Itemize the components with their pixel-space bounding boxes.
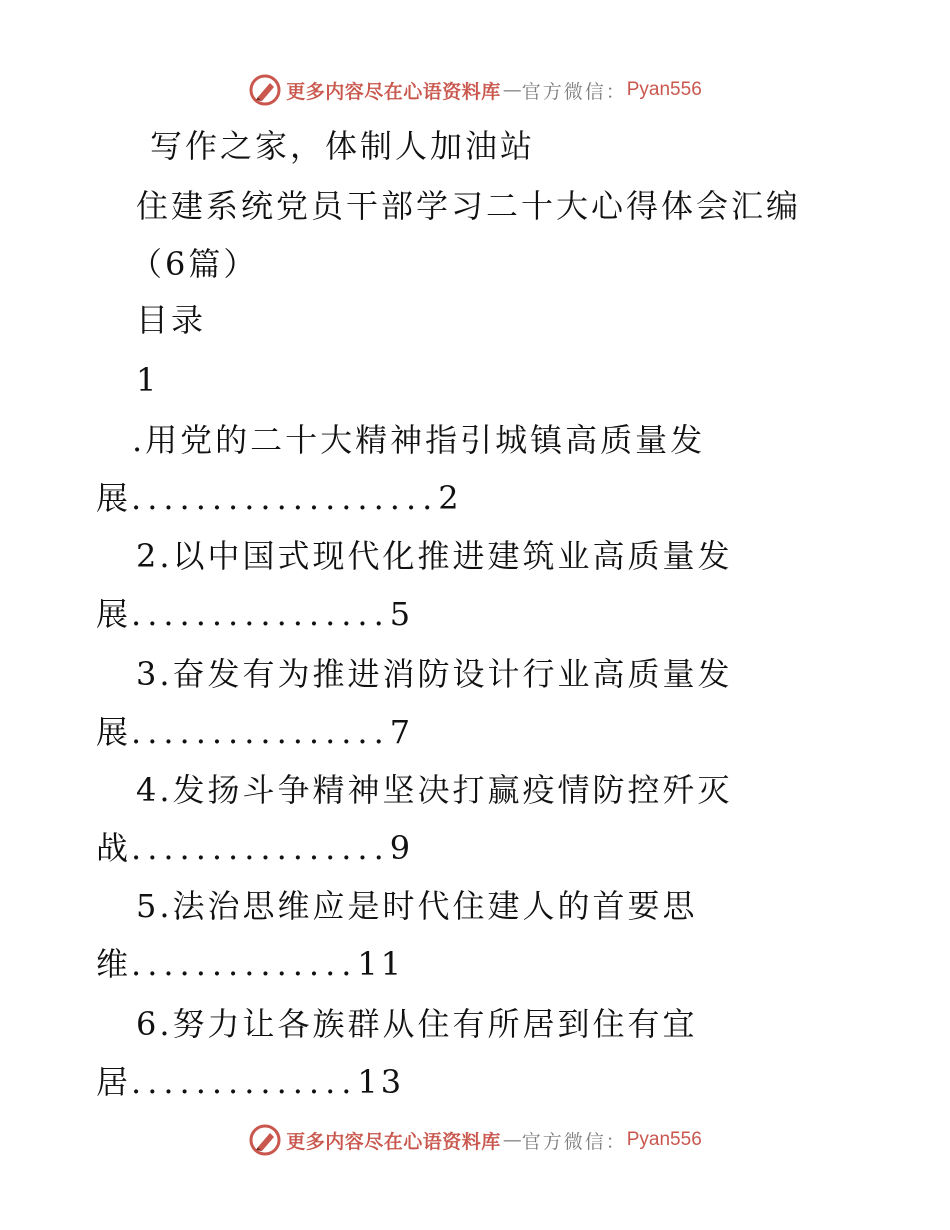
toc-item-3-dots: ................ bbox=[131, 713, 390, 751]
toc-item-1-title: .用党的二十大精神指引城镇高质量发 bbox=[132, 421, 706, 459]
toc-item-6-page: 13 bbox=[357, 1063, 405, 1101]
toc-heading: 目录 bbox=[136, 301, 207, 339]
toc-item-4-title: 4.发扬斗争精神坚决打赢疫情防控歼灭 bbox=[136, 771, 733, 809]
toc-item-4-leader bbox=[96, 828, 413, 868]
pen-logo-icon bbox=[248, 73, 282, 107]
toc-item-2-tail: 展 bbox=[96, 595, 132, 633]
toc-item-3-tail: 展 bbox=[96, 713, 132, 751]
toc-item-6-title: 6.努力让各族群从住有所居到住有宜 bbox=[136, 1005, 698, 1043]
toc-item-3-leader bbox=[96, 712, 413, 752]
toc-item-4-page: 9 bbox=[389, 829, 414, 867]
toc-item-2-leader bbox=[96, 594, 413, 634]
toc-item-1-leader bbox=[96, 478, 462, 518]
watermark-wechat-id: Pyan556 bbox=[626, 79, 702, 100]
toc-item-2-title: 2.以中国式现代化推进建筑业高质量发 bbox=[136, 537, 733, 575]
pen-logo-icon bbox=[248, 1123, 282, 1157]
toc-item-1-tail: 展 bbox=[96, 479, 132, 517]
toc-item-1-dots: ................... bbox=[131, 479, 439, 517]
toc-item-6-tail: 居 bbox=[96, 1063, 132, 1101]
toc-item-2-dots: ................ bbox=[131, 595, 390, 633]
toc-item-2-page: 5 bbox=[389, 595, 414, 633]
toc-item-4-dots: ................ bbox=[131, 829, 390, 867]
watermark-separator: — bbox=[502, 1129, 520, 1151]
toc-item-5-dots: .............. bbox=[131, 945, 358, 983]
document-title: 住建系统党员干部学习二十大心得体会汇编 bbox=[136, 187, 802, 225]
toc-item-3-page: 7 bbox=[389, 713, 414, 751]
toc-first-number: 1 bbox=[136, 361, 160, 399]
watermark-wechat-label: 官方微信： bbox=[521, 80, 627, 103]
toc-item-3-title: 3.奋发有为推进消防设计行业高质量发 bbox=[136, 655, 733, 693]
toc-item-1-page: 2 bbox=[438, 479, 462, 517]
watermark-text: 更多内容尽在心语资料库 bbox=[286, 1130, 501, 1153]
toc-item-5-title: 5.法治思维应是时代住建人的首要思 bbox=[136, 887, 698, 925]
watermark-text: 更多内容尽在心语资料库 bbox=[286, 80, 501, 103]
header-line: 写作之家，体制人加油站 bbox=[150, 127, 536, 165]
toc-item-5-tail: 维 bbox=[96, 945, 132, 983]
document-count: （6篇） bbox=[130, 245, 259, 283]
toc-item-4-tail: 战 bbox=[96, 829, 132, 867]
toc-item-6-dots: .............. bbox=[131, 1063, 358, 1101]
watermark-wechat-label: 官方微信： bbox=[521, 1130, 627, 1153]
toc-item-5-page: 11 bbox=[357, 945, 405, 983]
watermark-footer bbox=[0, 1120, 950, 1160]
watermark-wechat-id: Pyan556 bbox=[626, 1129, 702, 1150]
toc-item-6-leader bbox=[96, 1062, 404, 1102]
toc-item-5-leader bbox=[96, 944, 404, 984]
watermark-header bbox=[0, 70, 950, 110]
watermark-separator: — bbox=[502, 79, 520, 101]
